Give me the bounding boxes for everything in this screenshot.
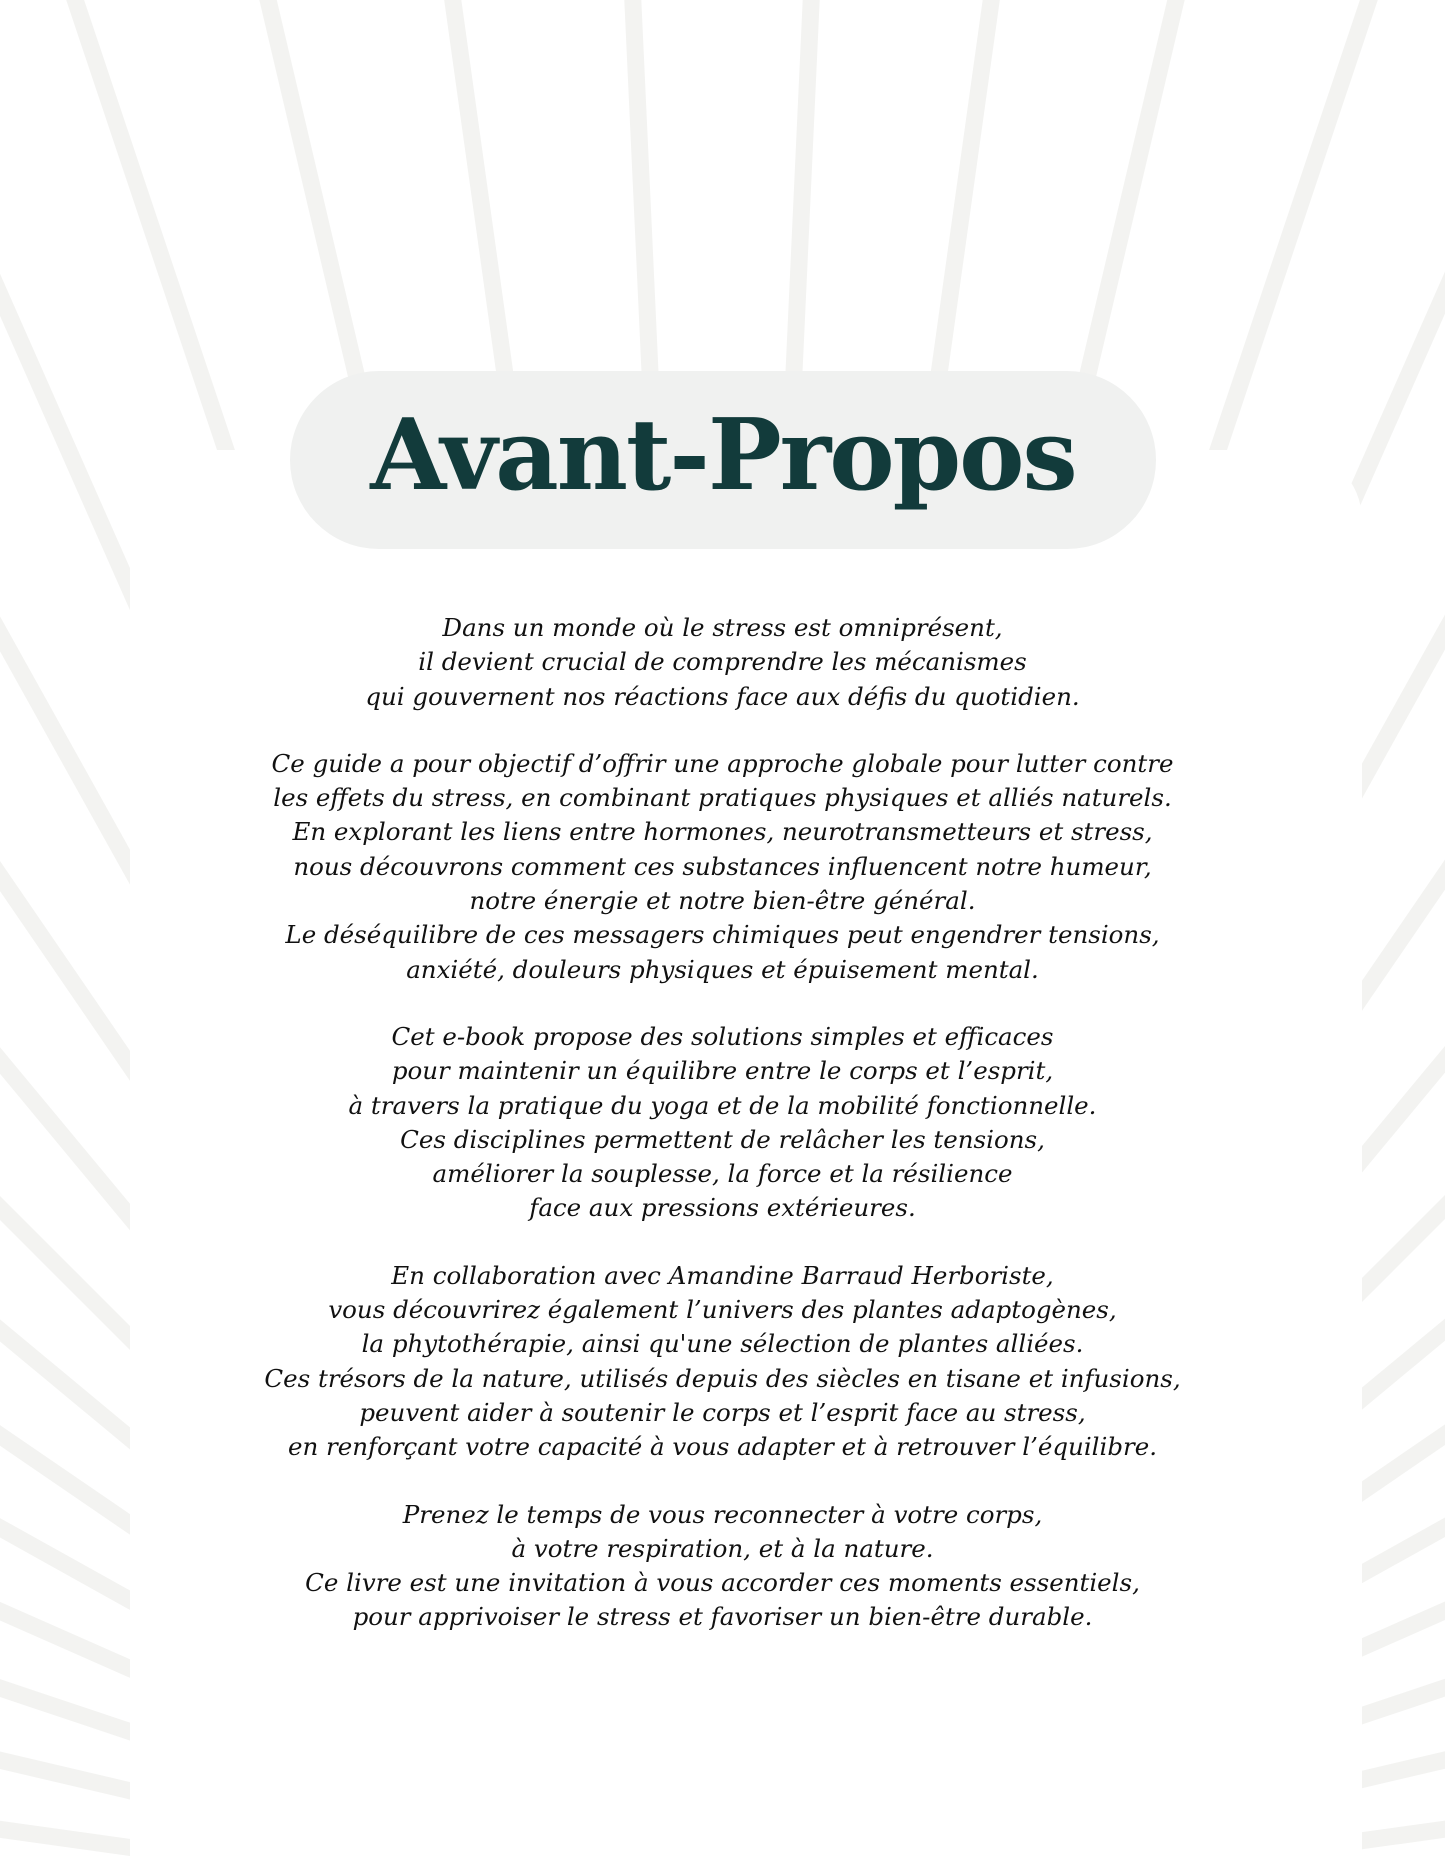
text-line: améliorer la souplesse, la force et la résilience xyxy=(432,1159,1013,1189)
text-line: à votre respiration, et à la nature. xyxy=(511,1533,934,1563)
text-line: En explorant les liens entre hormones, neurotransmetteurs et stress, xyxy=(292,817,1153,847)
text-line: nous découvrons comment ces substances influencent notre humeur, xyxy=(293,851,1152,881)
text-line: Ce livre est une invitation à vous accorder ces moments essentiels, xyxy=(305,1568,1140,1598)
text-line: les effets du stress, en combinant pratiques physiques et alliés naturels. xyxy=(273,783,1172,813)
text-line: peuvent aider à soutenir le corps et l’esprit face au stress, xyxy=(359,1397,1086,1427)
text-line: anxiété, douleurs physiques et épuisement mental. xyxy=(406,954,1039,984)
text-line: Dans un monde où le stress est omniprésent, xyxy=(442,613,1003,642)
paragraph xyxy=(260,747,1185,987)
paragraph xyxy=(260,1498,1185,1635)
text-line: pour apprivoiser le stress et favoriser un bien-être durable. xyxy=(352,1602,1093,1632)
text-line: la phytothérapie, ainsi qu'une sélection de plantes alliées. xyxy=(361,1329,1084,1359)
text-line: qui gouvernent nos réactions face aux défis du quotidien. xyxy=(365,681,1080,711)
text-line: Cet e-book propose des solutions simples et efficaces xyxy=(391,1021,1054,1051)
text-line: Ce guide a pour objectif d’offrir une approche globale pour lutter contre xyxy=(271,748,1174,778)
paragraph xyxy=(260,611,1185,714)
text-line: à travers la pratique du yoga et de la mobilité fonctionnelle. xyxy=(348,1090,1097,1120)
text-line: Ces disciplines permettent de relâcher les tensions, xyxy=(400,1124,1045,1154)
text-line: pour maintenir un équilibre entre le corps et l’esprit, xyxy=(391,1056,1054,1086)
text-line: vous découvrirez également l’univers des plantes adaptogènes, xyxy=(328,1295,1117,1325)
foreword-text xyxy=(260,611,1185,1635)
text-line: face aux pressions extérieures. xyxy=(529,1193,916,1223)
text-line: notre énergie et notre bien-être général. xyxy=(469,886,976,916)
text-line: Le déséquilibre de ces messagers chimiques peut engendrer tensions, xyxy=(285,920,1160,950)
title-pill xyxy=(290,371,1156,549)
paragraph xyxy=(260,1020,1185,1226)
text-line: Ces trésors de la nature, utilisés depuis des siècles en tisane et infusions, xyxy=(264,1363,1181,1393)
paragraph xyxy=(260,1259,1185,1465)
text-line: En collaboration avec Amandine Barraud Herboriste, xyxy=(391,1260,1054,1290)
text-line: en renforçant votre capacité à vous adapter et à retrouver l’équilibre. xyxy=(287,1432,1158,1462)
text-line: Prenez le temps de vous reconnecter à votre corps, xyxy=(402,1499,1043,1529)
text-line: il devient crucial de comprendre les mécanismes xyxy=(418,647,1027,677)
page-title: Avant-Propos xyxy=(370,398,1076,513)
